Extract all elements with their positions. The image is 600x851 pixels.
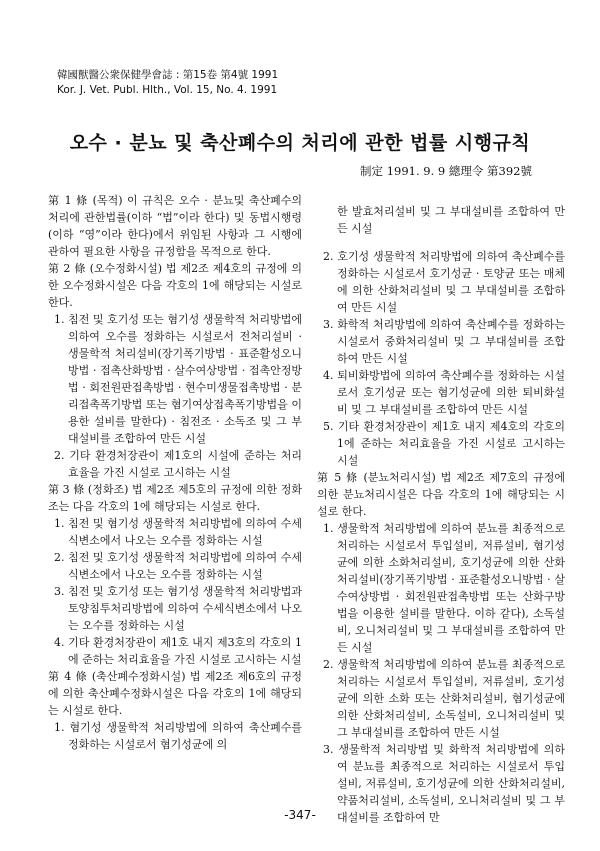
left-column [48,192,302,753]
article-4-item-5: 5. 기타 환경처장관이 제1호 내지 제4호의 각호의 1에 준하는 처리효율을 가진 시설로 고시하는 시설 [323,420,565,467]
right-column [317,192,565,826]
article-2: 第 2 條 (오수정화시설) 법 제2조 제4호의 규정에 의한 오수정화시설은 다음 각호의 1에 해당되는 시설로 한다. [48,262,302,309]
article-5-item-3: 3. 생물학적 처리방법 및 화학적 처리방법에 의하여 분뇨를 최종적으로 처리하는 시설로서 투입설비, 저류설비, 호기성균에 의한 산화처리설비, 약품처리설비, 소독설비, 오니처리설비 및 그 부대설비를 조합하여 만 [323,743,565,824]
article-4-item-2: 2. 호기성 생물학적 처리방법에 의하여 축산폐수를 정화하는 시설로서 호기성균 · 토양균 또는 매체에 의한 산화처리설비 및 그 부대설비를 조합하여 만든 시설 [323,250,565,314]
article-3-item-2: 2. 침전 및 호기성 생물학적 처리방법에 의하여 수세식변소에서 나오는 오수를 정화하는 시설 [54,551,302,581]
article-2-item-1: 1. 침전 및 호기성 또는 혐기성 생물학적 처리방법에 의하여 오수를 정화하는 시설로서 전처리설비 · 생물학적 처리설비(장기폭기방법 · 표준활성오니방법 · 접촉산화방법 · 살수여상방법 · 접촉안정방법 · 회전원판접촉방법 · 현수미생물접촉방법 · 분리접촉폭기방법 또는 혐기여상접촉폭기방법을 이용한 설비를 말한다) · 침전조 · 소독조 및 그 부대설비를 조합하여 만든 시설 [54,313,302,445]
document-title: 오수 · 분뇨 및 축산폐수의 처리에 관한 법률 시행규칙 [69,132,531,154]
article-5: 第 5 條 (분뇨처리시설) 법 제2조 제7호의 규정에 의한 분뇨처리시설은 다음 각호의 1에 해당되는 시설로 한다. [317,471,565,518]
journal-header [57,68,278,98]
article-3-item-1: 1. 침전 및 혐기성 생물학적 처리방법에 의하여 수세식변소에서 나오는 오수를 정화하는 시설 [54,517,302,547]
article-1: 第 1 條 (목적) 이 규칙은 오수 · 분뇨및 축산폐수의 처리에 관한법률(이하 “법”이라 한다) 및 동법시행령(이하 “영”이라 한다)에서 위임된 사항과 그 시행에 관하여 필요한 사항을 규정함을 목적으로 한다. [48,194,302,258]
article-3-item-3: 3. 침전 및 호기성 또는 혐기성 생물학적 처리방법과 토양침투처리방법에 의하여 수세식변소에서 나오는 오수를 정화하는 시설 [54,585,302,632]
article-5-item-2: 2. 생물학적 처리방법에 의하여 분뇨를 최종적으로 처리하는 시설로서 투입설비, 저류설비, 호기성균에 의한 소화 또는 산화처리설비, 혐기성균에 의한 산화처리설비, 소독설비, 오니처리설비 및 그 부대설비를 조합하여 만든 시설 [323,658,565,739]
decree-line: 制定 1991. 9. 9 總理令 第392號 [360,164,532,178]
article-3-item-4: 4. 기타 환경처장관이 제1호 내지 제3호의 각호의 1에 준하는 처리효율을 가진 시설로 고시하는 시설 [54,636,302,666]
journal-citation-english: Kor. J. Vet. Publ. Hlth., Vol. 15, No. 4. 1991 [57,84,278,96]
article-2-item-2: 2. 기타 환경처장관이 제1호의 시설에 준하는 처리효율을 가진 시설로 고시하는 시설 [54,449,302,479]
article-4-item-1-continued: 한 발효처리설비 및 그 부대설비를 조합하여 만든 시설 [337,205,565,235]
article-4-item-1: 1. 혐기성 생물학적 처리방법에 의하여 축산폐수를 정화하는 시설로서 혐기성균에 의 [54,721,302,751]
page-number: -347- [284,808,316,822]
article-4-item-4: 4. 퇴비화방법에 의하여 축산폐수를 정화하는 시설로서 호기성균 또는 혐기성균에 의한 퇴비화설비 및 그 부대설비를 조합하여 만든 시설 [323,369,565,416]
article-5-item-1: 1. 생물학적 처리방법에 의하여 분뇨를 최종적으로 처리하는 시설로서 투입설비, 저류설비, 혐기성균에 의한 소화처리설비, 호기성균에 의한 산화처리설비(장기폭기방법 · 표준활성오니방법 · 살수여상방법 · 회전원판접촉방법 또는 산화구방법을 이용한 설비를 말한다. 이하 같다), 소독설비, 오니처리설비 및 그 부대설비를 조합하여 만든 시설 [323,522,565,654]
article-4: 第 4 條 (축산폐수정화시설) 법 제2조 제6호의 규정에 의한 축산폐수정화시설은 다음 각호의 1에 해당되는 시설로 한다. [48,670,302,717]
article-4-item-3: 3. 화학적 처리방법에 의하여 축산폐수를 정화하는 시설로서 중화처리설비 및 그 부대설비를 조합하여 만든 시설 [323,318,565,365]
journal-citation-korean: 韓國獸醫公衆保健學會誌 : 第15卷 第4號 1991 [57,69,279,81]
article-3: 第 3 條 (정화조) 법 제2조 제5호의 규정에 의한 정화조는 다음 각호의 1에 해당되는 시설로 한다. [48,483,302,513]
